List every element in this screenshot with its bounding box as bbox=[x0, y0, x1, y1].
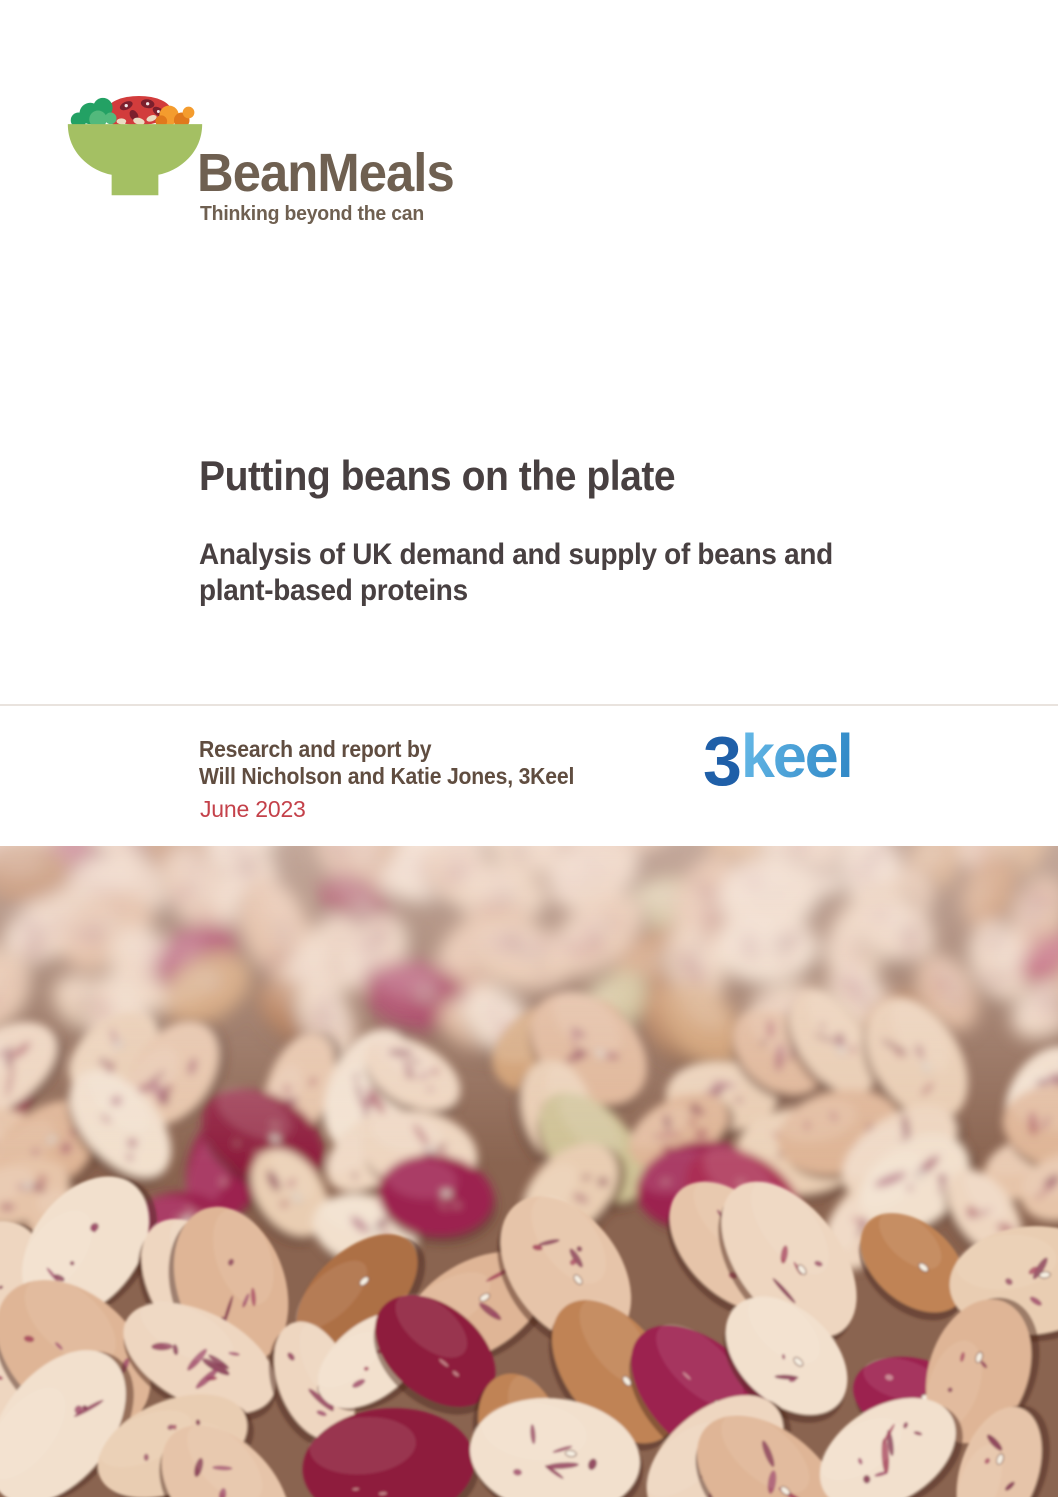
credits-line2: Will Nicholson and Katie Jones, 3Keel bbox=[199, 763, 575, 789]
brand-name: BeanMeals bbox=[197, 143, 454, 203]
page-subtitle: Analysis of UK demand and supply of beans and plant-based proteins bbox=[199, 538, 833, 607]
threekeel-keel: keel bbox=[740, 722, 852, 790]
beans-photo bbox=[0, 846, 1058, 1497]
credits-text bbox=[199, 736, 574, 790]
threekeel-logo bbox=[703, 722, 852, 800]
publication-date: June 2023 bbox=[200, 796, 306, 822]
credits-line1: Research and report by bbox=[199, 736, 432, 762]
page-title: Putting beans on the plate bbox=[199, 452, 676, 499]
bowl-shape bbox=[68, 124, 202, 195]
divider-line bbox=[0, 704, 1058, 706]
beans-photo-art bbox=[0, 846, 1058, 1497]
beanmeals-bowl-icon bbox=[64, 94, 206, 204]
brand-tagline: Thinking beyond the can bbox=[200, 203, 425, 225]
bowl-food-broccoli bbox=[71, 98, 117, 128]
threekeel-3: 3 bbox=[703, 722, 740, 800]
